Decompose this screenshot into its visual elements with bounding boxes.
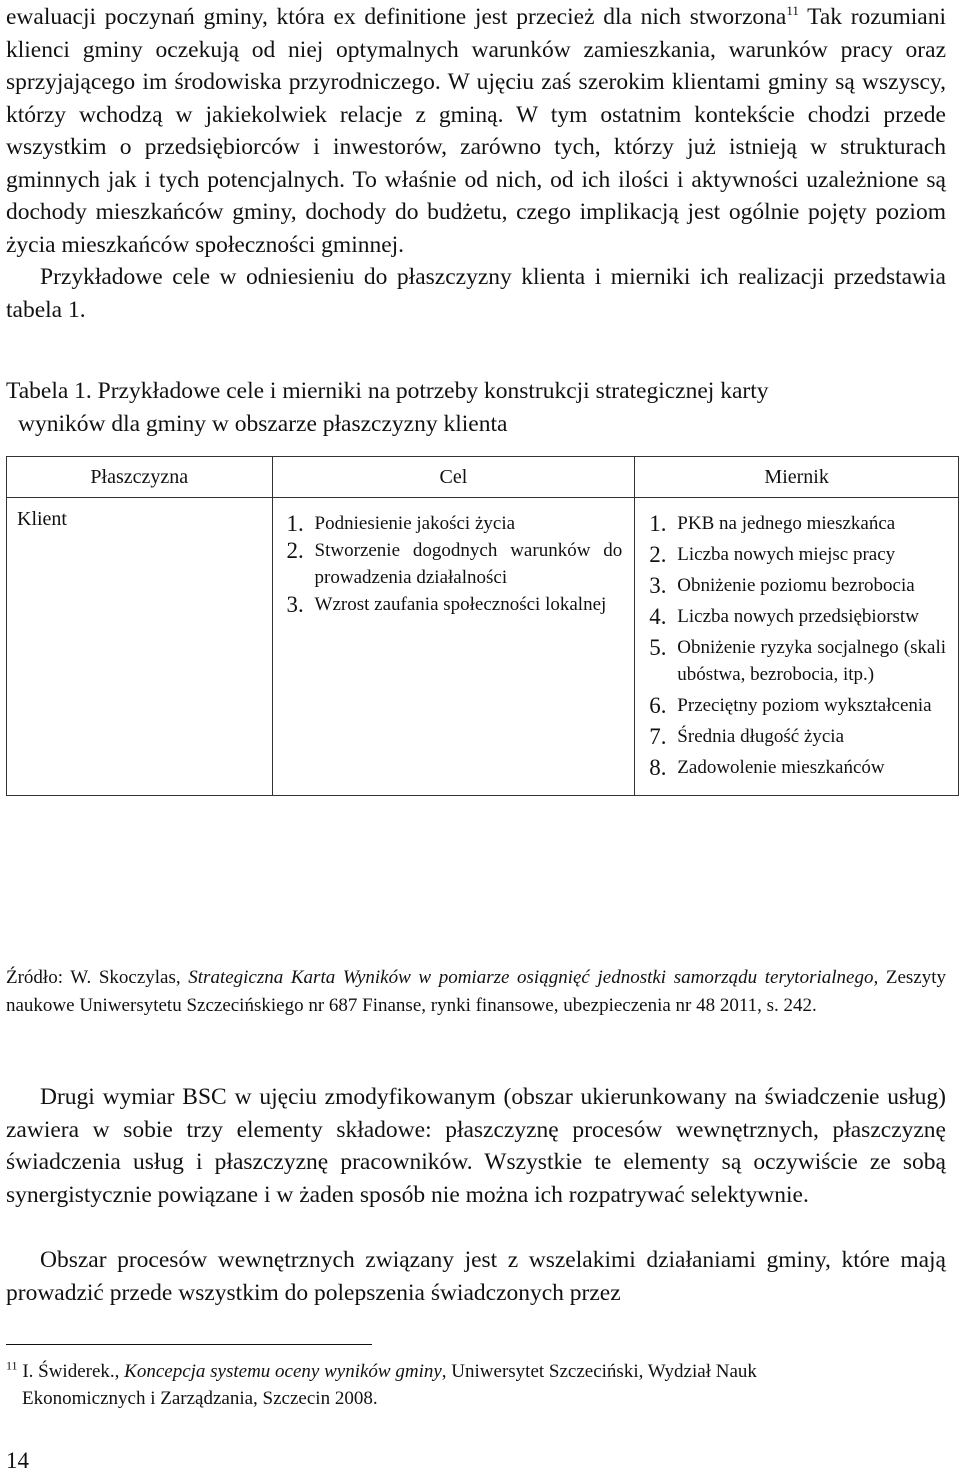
footnote-mark: 11 <box>6 1358 18 1373</box>
measure-text: Liczba nowych przedsiębiorstw <box>677 606 919 627</box>
source-title: Strategiczna Karta Wyników w pomiarze osiągnięć jednostki samorządu terytorialnego, <box>188 967 879 988</box>
table-row <box>7 498 959 796</box>
goals-cell <box>272 498 635 796</box>
measures-cell <box>635 498 959 796</box>
header-measure: Miernik <box>635 457 959 498</box>
goals-list <box>287 510 623 618</box>
footnote-separator <box>6 1344 372 1345</box>
measure-number: 6. <box>649 693 667 718</box>
paragraph-internal-processes: Obszar procesów wewnętrznych związany jest z wszelakimi działaniami gminy, które mają prowadzić przede wszystkim do polepszenia świadczonych przez <box>6 1247 946 1306</box>
footnote-line2: Ekonomicznych i Zarządzania, Szczecin 2008. <box>22 1388 378 1409</box>
table-header-row <box>7 457 959 498</box>
measure-item <box>649 754 946 781</box>
footnote-author: I. Świderek., <box>22 1361 125 1382</box>
footnote-rest: , Uniwersytet Szczeciński, Wydział Nauk <box>441 1361 757 1382</box>
paragraph-clients-part1: ewaluacji poczynań gminy, która ex definitione jest przecież dla nich stworzona <box>6 4 787 30</box>
paragraph-clients-part2: Tak rozumiani klienci gminy oczekują od niej optymalnych warunków zamieszkania, warunków pracy oraz sprzyjającego im środowiska przyrodniczego. W ujęciu zaś szerokim klientami gminy są wszyscy, którzy wchodzą w jakiekolwiek relacje z gminą. W tym ostatnim kontekście chodzi przede wszystkim o przedsiębiorców i inwestorów, zarówno tych, którzy już istnieją w strukturach gminnych jak i tych potencjalnych. To właśnie od nich, od ich ilości i aktywności uzależnione są dochody mieszkańców gminy, dochody do budżetu, czego implikacją jest ogólnie pojęty poziom życia mieszkańców społeczności gminnej. <box>6 4 947 258</box>
table-caption-line1: Tabela 1. Przykładowe cele i mierniki na potrzeby konstrukcji strategicznej karty <box>6 378 769 404</box>
measure-number: 2. <box>649 542 667 567</box>
measure-number: 3. <box>649 573 667 598</box>
measure-text: Przeciętny poziom wykształcenia <box>677 695 932 716</box>
measure-text: PKB na jednego mieszkańca <box>677 513 896 534</box>
paragraph-clients <box>6 1 946 326</box>
table-caption <box>6 375 946 441</box>
table-caption-line2: wyników dla gminy w obszarze płaszczyzny klienta <box>18 411 508 437</box>
source-rest: Zeszyty naukowe Uniwersytetu Szczecińskiego nr 687 Finanse, rynki finansowe, ubezpieczenia nr 48 2011, s. 242. <box>6 967 946 1016</box>
goal-item <box>287 591 623 618</box>
header-plane: Płaszczyzna <box>7 457 273 498</box>
goal-item <box>287 510 623 537</box>
measure-number: 7. <box>649 724 667 749</box>
goal-number: 2. <box>286 538 304 563</box>
measure-item <box>649 572 946 599</box>
measure-item <box>649 634 946 688</box>
footnote-title: Koncepcja systemu oceny wyników gminy <box>124 1361 442 1382</box>
goal-text: Podniesienie jakości życia <box>314 513 516 534</box>
footnote-reference[interactable]: 11 <box>786 3 799 19</box>
header-goal: Cel <box>272 457 635 498</box>
plane-cell: Klient <box>7 498 273 796</box>
measure-number: 1. <box>649 511 667 536</box>
measure-number: 8. <box>649 755 667 780</box>
footnote <box>6 1358 946 1412</box>
measure-item <box>649 510 946 537</box>
measure-text: Zadowolenie mieszkańców <box>677 757 885 778</box>
measure-text: Liczba nowych miejsc pracy <box>677 544 896 565</box>
measure-text: Obniżenie poziomu bezrobocia <box>677 575 915 596</box>
goal-number: 3. <box>286 592 304 617</box>
table-source <box>6 964 946 1019</box>
paragraph-table-intro: Przykładowe cele w odniesieniu do płaszczyzny klienta i mierniki ich realizacji przedstawia tabela 1. <box>6 264 946 323</box>
page-number: 14 <box>6 1448 29 1473</box>
source-prefix: Źródło: W. Skoczylas, <box>6 967 189 988</box>
measures-list <box>649 510 946 781</box>
measure-text: Obniżenie ryzyka socjalnego (skali ubóstwa, bezrobocia, itp.) <box>677 637 946 685</box>
measure-item <box>649 603 946 630</box>
measure-item <box>649 692 946 719</box>
measure-item <box>649 541 946 568</box>
goal-text: Stworzenie dogodnych warunków do prowadzenia działalności <box>314 540 623 588</box>
measure-item <box>649 723 946 750</box>
goal-number: 1. <box>286 511 304 536</box>
goal-text: Wzrost zaufania społeczności lokalnej <box>314 594 607 615</box>
goal-item <box>287 537 623 591</box>
paragraph-second-dimension: Drugi wymiar BSC w ujęciu zmodyfikowanym (obszar ukierunkowany na świadczenie usług) zawiera w sobie trzy elementy składowe: płaszczyznę procesów wewnętrznych, płaszczyznę świadczenia usług i płaszczyznę pracowników. Wszystkie te elementy są oczywiście ze sobą synergistycznie powiązane i w żaden sposób nie można ich rozpatrywać selektywnie. <box>6 1084 946 1208</box>
measure-number: 5. <box>649 635 667 660</box>
measure-number: 4. <box>649 604 667 629</box>
goals-measures-table <box>6 456 959 796</box>
measure-text: Średnia długość życia <box>677 726 845 747</box>
